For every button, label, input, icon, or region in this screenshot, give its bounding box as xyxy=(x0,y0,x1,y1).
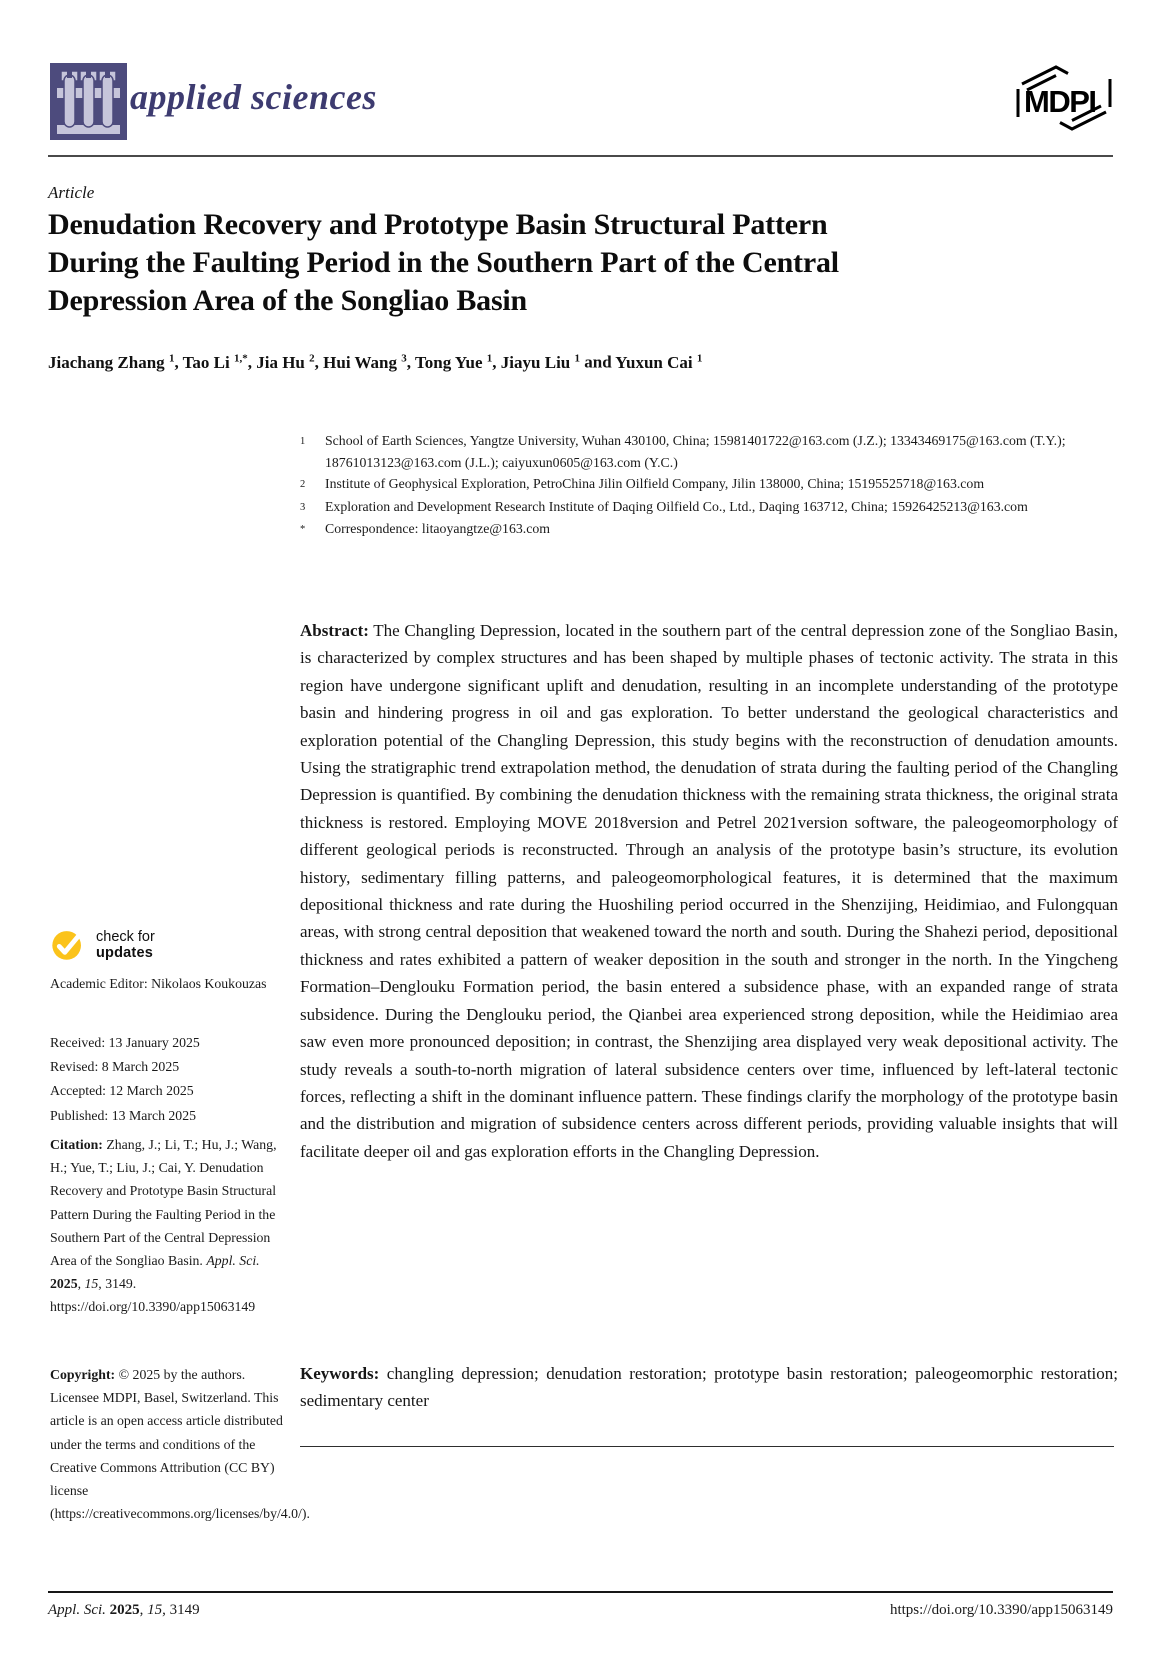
author-name: Tao Li $^{1,*}$ xyxy=(182,352,248,372)
date-row: Published: 13 March 2025 xyxy=(50,1107,197,1123)
abstract xyxy=(300,617,1118,1165)
mdpi-logo xyxy=(1011,64,1117,132)
journal-name: applied sciences xyxy=(130,77,377,117)
text-part: 15 xyxy=(147,1602,163,1618)
footer-divider xyxy=(48,1591,1113,1593)
check-icon xyxy=(50,926,87,963)
title-line-1: Denudation Recovery and Prototype Basin Structural Pattern xyxy=(48,208,828,241)
text-part: , 3149 xyxy=(162,1602,200,1618)
badge-line-2: updates xyxy=(96,944,153,961)
mdpi-logo-text: MDPI xyxy=(1024,84,1096,119)
text-part: © 2025 by the authors. Licensee MDPI, Basel, Switzerland. This article is an open access article distributed under the terms and conditions of the Creative Commons Attribution (CC BY) license (https://creativecommons.org/licenses/by/4.0/). xyxy=(50,1367,310,1522)
copyright-block xyxy=(50,1363,310,1525)
keywords-text: changling depression; denudation restoration; prototype basin restoration; paleogeomorphic restoration; sedimentary center xyxy=(300,1364,1118,1411)
keywords xyxy=(300,1360,1118,1415)
affiliation-text: Exploration and Development Research Institute of Daqing Oilfield Co., Ltd., Daqing 163712, China; 15926425213@163.com xyxy=(325,498,1028,514)
author-name: Tong Yue $^1$ xyxy=(414,352,493,372)
article-type-label: Article xyxy=(48,183,95,202)
affiliation-row xyxy=(300,496,1118,519)
applied-sciences-logo xyxy=(50,63,127,140)
header-divider xyxy=(48,155,1113,157)
test-tubes-icon xyxy=(50,127,127,144)
footer-doi-link[interactable]: https://doi.org/10.3390/app15063149 xyxy=(889,1602,1113,1618)
text-part: 2025 xyxy=(50,1276,78,1292)
sidebar-dates xyxy=(50,1031,295,1128)
title-line-2: During the Faulting Period in the Southern Part of the Central xyxy=(48,246,839,279)
text-part: Copyright: xyxy=(50,1367,119,1382)
author-name: Jiachang Zhang $^1$ xyxy=(48,352,175,372)
footer-journal-reference xyxy=(48,1602,200,1619)
title-line-3: Depression Area of the Songliao Basin xyxy=(48,284,528,317)
text-part: 15 xyxy=(84,1276,99,1292)
citation-block xyxy=(50,1133,290,1319)
affiliation-marker: 1 xyxy=(300,436,306,447)
check-for-updates-label xyxy=(96,929,155,961)
text-part: Appl. Sci. xyxy=(206,1253,260,1269)
keywords-label: Keywords: xyxy=(300,1364,380,1383)
abstract-label: Abstract: xyxy=(300,621,369,640)
text-part: , xyxy=(77,1276,85,1292)
check-for-updates-badge[interactable] xyxy=(50,926,155,963)
authors-line: Jiachang Zhang $^1$, Tao Li $^{1,*}$, Jia Hu $^2$, Hui Wang $^3$, Tong Yue $^1$, Jiayu Liu $^1$ and Yuxun Cai $^1$ xyxy=(48,352,703,372)
keywords-divider xyxy=(300,1446,1114,1447)
text-part: Appl. Sci. xyxy=(48,1602,110,1618)
affiliations xyxy=(300,430,1118,541)
author-name: Jia Hu $^2$ xyxy=(256,352,315,372)
affiliation-row xyxy=(300,518,1118,541)
date-row: Received: 13 January 2025 xyxy=(50,1035,200,1050)
affiliation-text: Institute of Geophysical Exploration, PetroChina Jilin Oilfield Company, Jilin 138000, China; 15195525718@163.com xyxy=(325,476,985,491)
affiliation-marker: * xyxy=(300,524,306,535)
badge-line-1: check for xyxy=(96,928,155,945)
text-part: Zhang, J.; Li, T.; Hu, J.; Wang, H.; Yue, T.; Liu, J.; Cai, Y. Denudation Recovery and Prototype Basin Structural Pattern During the Faulting Period in the Southern Part of the Central Depression Area of the Songliao Basin. xyxy=(50,1137,277,1269)
abstract-text: The Changling Depression, located in the southern part of the central depression zone of the Songliao Basin, is characterized by complex structures and has been shaped by multiple phases of tectonic activity. The strata in this region have undergone significant uplift and denudation, resulting in an incomplete understanding of the prototype basin and hindering progress in oil and gas exploration. To better understand the geological characteristics and exploration potential of the Changling Depression, this study begins with the reconstruction of denudation amounts. Using the stratigraphic trend extrapolation method, the denudation of strata during the faulting period of the Changling Depression is quantified. By combining the denudation thickness with the remaining strata thickness, the original strata thickness is restored. Employing MOVE 2018version and Petrel 2021version software, the paleogeomorphology of different geological periods is reconstructed. Through an analysis of the prototype basin’s structure, its evolution history, sedimentary filling patterns, and paleogeomorphological features, it is determined that the maximum depositional thickness and rate during the Huoshiling period occurred in the Shenzijing, Heidimiao, and Fulongquan areas, with strong central deposition that weakened toward the north and south. During the Shahezi period, depositional thickness and rates exhibited a pattern of weaker deposition in the south and stronger in the north. In the Yingcheng Formation–Denglouku Formation period, the basin entered a subsidence phase, with an expanded range of strata subsidence. During the Denglouku period, the Qianbei area experienced strong deposition, while the Heidimiao area saw even more pronounced deposition; in contrast, the Shenzijing area displayed very weak depositional activity. The study reveals a south-to-north migration of lateral subsidence centers over time, influenced by left-lateral tectonic forces, reflecting a shift in the dominant influence pattern. These findings clarify the morphology of the prototype basin and the distribution and migration of subsidence centers across different periods, providing valuable insights that will facilitate deeper oil and gas exploration efforts in the Changling Depression. xyxy=(300,621,1118,1161)
author-name: Yuxun Cai $^1$ xyxy=(615,352,703,372)
text-part: 2025 xyxy=(109,1602,140,1618)
author-name: Hui Wang $^3$ xyxy=(323,352,407,372)
affiliation-text: Correspondence: litaoyangtze@163.com xyxy=(325,521,550,536)
academic-editor: Academic Editor: Nikolaos Koukouzas xyxy=(50,976,267,991)
affiliation-marker: 3 xyxy=(300,501,306,513)
date-row: Revised: 8 March 2025 xyxy=(50,1059,180,1075)
text-part: , xyxy=(139,1602,148,1618)
affiliation-text: School of Earth Sciences, Yangtze University, Wuhan 430100, China; 15981401722@163.com (J.Z.); 13343469175@163.com (T.Y.); 18761013123@163.com (J.L.); caiyuxun0605@163.com (Y.C.) xyxy=(325,433,1066,470)
text-part: , 3149. https://doi.org/10.3390/app15063149 xyxy=(50,1276,256,1315)
affiliation-row xyxy=(300,473,1118,496)
text-part: Citation: xyxy=(50,1137,107,1152)
date-row: Accepted: 12 March 2025 xyxy=(50,1083,194,1099)
affiliation-row xyxy=(300,430,1118,473)
affiliation-marker: 2 xyxy=(300,479,306,490)
author-name: Jiayu Liu $^1$ xyxy=(500,352,580,372)
page-title xyxy=(48,206,1118,320)
